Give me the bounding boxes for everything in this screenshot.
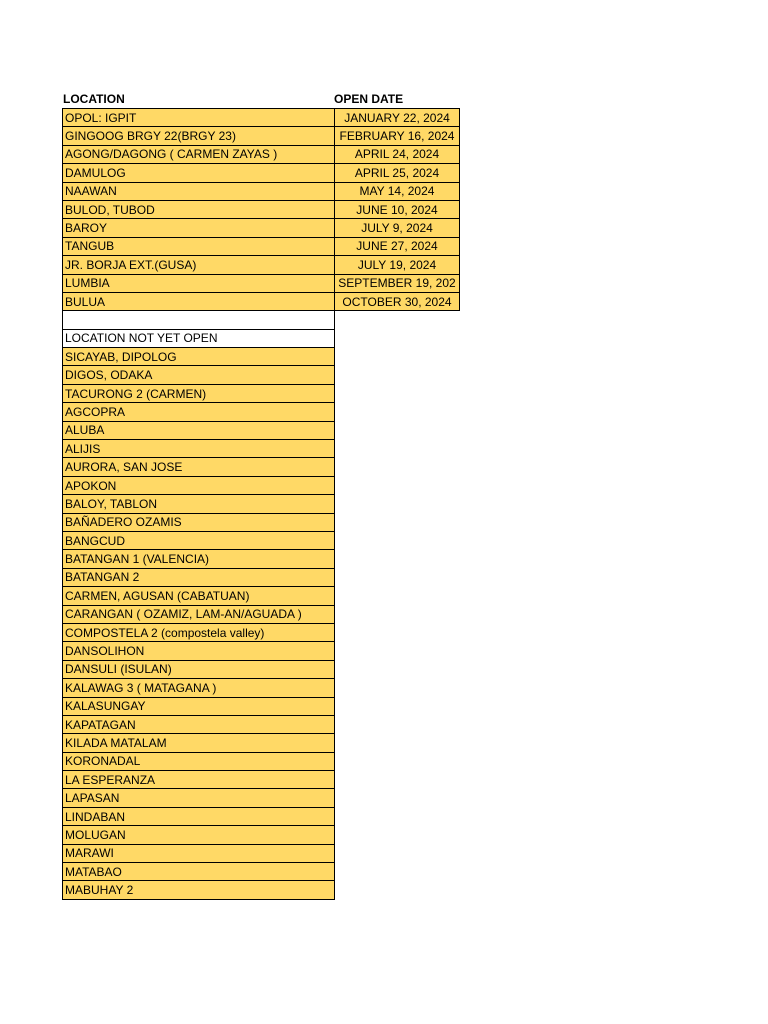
open-location-row xyxy=(63,182,460,200)
empty-date-cell xyxy=(335,311,460,329)
empty-date-cell xyxy=(335,752,460,770)
open-date-cell[interactable]: APRIL 24, 2024 xyxy=(335,145,460,163)
not-open-location-row xyxy=(63,715,460,733)
not-open-header-row xyxy=(63,329,460,347)
not-open-location-row xyxy=(63,568,460,586)
empty-date-cell xyxy=(335,734,460,752)
empty-date-cell xyxy=(335,715,460,733)
not-open-location-cell[interactable]: BANGCUD xyxy=(63,531,335,549)
empty-date-cell xyxy=(335,550,460,568)
empty-date-cell xyxy=(335,384,460,402)
empty-date-cell xyxy=(335,329,460,347)
open-location-row xyxy=(63,237,460,255)
empty-date-cell xyxy=(335,476,460,494)
not-open-location-cell[interactable]: SICAYAB, DIPOLOG xyxy=(63,348,335,366)
empty-date-cell xyxy=(335,789,460,807)
location-column-header[interactable]: LOCATION xyxy=(63,92,125,106)
open-date-cell[interactable]: MAY 14, 2024 xyxy=(335,182,460,200)
not-open-location-row xyxy=(63,348,460,366)
not-open-location-cell[interactable]: COMPOSTELA 2 (compostela valley) xyxy=(63,623,335,641)
open-date-cell[interactable]: OCTOBER 30, 2024 xyxy=(335,292,460,310)
not-open-location-cell[interactable]: BALOY, TABLON xyxy=(63,495,335,513)
not-open-location-row xyxy=(63,844,460,862)
not-open-location-cell[interactable]: DIGOS, ODAKA xyxy=(63,366,335,384)
location-cell[interactable]: AGONG/DAGONG ( CARMEN ZAYAS ) xyxy=(63,145,335,163)
empty-date-cell xyxy=(335,642,460,660)
open-location-row xyxy=(63,109,460,127)
not-open-location-row xyxy=(63,734,460,752)
header-row xyxy=(62,90,460,108)
location-cell[interactable]: TANGUB xyxy=(63,237,335,255)
empty-date-cell xyxy=(335,513,460,531)
open-locations-body xyxy=(63,109,460,311)
not-open-location-cell[interactable]: MOLUGAN xyxy=(63,826,335,844)
not-open-location-cell[interactable]: KAPATAGAN xyxy=(63,715,335,733)
not-open-location-row xyxy=(63,697,460,715)
empty-date-cell xyxy=(335,495,460,513)
empty-date-cell xyxy=(335,531,460,549)
open-location-row xyxy=(63,219,460,237)
not-open-location-row xyxy=(63,789,460,807)
open-date-column-header[interactable]: OPEN DATE xyxy=(334,92,404,106)
empty-date-cell xyxy=(335,844,460,862)
not-open-location-cell[interactable]: DANSULI (ISULAN) xyxy=(63,660,335,678)
not-open-location-row xyxy=(63,752,460,770)
not-open-location-cell[interactable]: BATANGAN 2 xyxy=(63,568,335,586)
not-open-location-cell[interactable]: LAPASAN xyxy=(63,789,335,807)
open-location-row xyxy=(63,292,460,310)
not-open-location-cell[interactable]: DANSOLIHON xyxy=(63,642,335,660)
not-open-location-cell[interactable]: CARANGAN ( OZAMIZ, LAM-AN/AGUADA ) xyxy=(63,605,335,623)
not-open-location-row xyxy=(63,403,460,421)
empty-date-cell xyxy=(335,697,460,715)
not-open-location-cell[interactable]: KORONADAL xyxy=(63,752,335,770)
not-open-location-row xyxy=(63,384,460,402)
open-location-row xyxy=(63,127,460,145)
not-open-location-cell[interactable]: MATABAO xyxy=(63,863,335,881)
not-open-location-cell[interactable]: KALAWAG 3 ( MATAGANA ) xyxy=(63,679,335,697)
not-open-location-row xyxy=(63,587,460,605)
empty-date-cell xyxy=(335,421,460,439)
location-cell[interactable]: OPOL: IGPIT xyxy=(63,109,335,127)
empty-date-cell xyxy=(335,605,460,623)
open-date-cell[interactable]: JUNE 10, 2024 xyxy=(335,200,460,218)
open-date-cell[interactable]: JANUARY 22, 2024 xyxy=(335,109,460,127)
not-open-location-row xyxy=(63,550,460,568)
open-date-cell[interactable]: JULY 19, 2024 xyxy=(335,256,460,274)
not-open-location-cell[interactable]: TACURONG 2 (CARMEN) xyxy=(63,384,335,402)
blank-row xyxy=(63,311,460,329)
spreadsheet xyxy=(62,90,460,900)
empty-date-cell xyxy=(335,660,460,678)
not-open-location-row xyxy=(63,605,460,623)
location-cell[interactable]: LUMBIA xyxy=(63,274,335,292)
not-open-location-cell[interactable]: APOKON xyxy=(63,476,335,494)
not-open-location-row xyxy=(63,476,460,494)
not-open-location-row xyxy=(63,440,460,458)
location-cell[interactable]: BULUA xyxy=(63,292,335,310)
location-cell[interactable]: GINGOOG BRGY 22(BRGY 23) xyxy=(63,127,335,145)
location-cell[interactable]: BAROY xyxy=(63,219,335,237)
open-location-row xyxy=(63,256,460,274)
location-cell[interactable]: JR. BORJA EXT.(GUSA) xyxy=(63,256,335,274)
not-open-locations-body xyxy=(63,348,460,900)
empty-date-cell xyxy=(335,679,460,697)
empty-date-cell xyxy=(335,587,460,605)
not-open-location-cell[interactable]: AGCOPRA xyxy=(63,403,335,421)
blank-cell[interactable] xyxy=(63,311,335,329)
empty-date-cell xyxy=(335,568,460,586)
not-open-location-cell[interactable]: MARAWI xyxy=(63,844,335,862)
open-location-row xyxy=(63,274,460,292)
open-date-cell[interactable]: SEPTEMBER 19, 202 xyxy=(335,274,460,292)
empty-date-cell xyxy=(335,440,460,458)
not-open-location-row xyxy=(63,513,460,531)
not-open-location-cell[interactable]: ALUBA xyxy=(63,421,335,439)
not-open-location-cell[interactable]: ALIJIS xyxy=(63,440,335,458)
not-open-location-cell[interactable]: LA ESPERANZA xyxy=(63,771,335,789)
empty-date-cell xyxy=(335,403,460,421)
not-open-location-row xyxy=(63,826,460,844)
open-location-row xyxy=(63,145,460,163)
location-cell[interactable]: DAMULOG xyxy=(63,164,335,182)
not-open-location-row xyxy=(63,623,460,641)
empty-date-cell xyxy=(335,366,460,384)
open-date-cell[interactable]: APRIL 25, 2024 xyxy=(335,164,460,182)
location-cell[interactable]: NAAWAN xyxy=(63,182,335,200)
not-open-location-cell[interactable]: BAÑADERO OZAMIS xyxy=(63,513,335,531)
empty-date-cell xyxy=(335,881,460,899)
not-open-location-cell[interactable]: KALASUNGAY xyxy=(63,697,335,715)
not-open-location-cell[interactable]: CARMEN, AGUSAN (CABATUAN) xyxy=(63,587,335,605)
not-open-location-cell[interactable]: LINDABAN xyxy=(63,807,335,825)
not-open-location-row xyxy=(63,531,460,549)
not-open-location-row xyxy=(63,679,460,697)
not-open-location-row xyxy=(63,458,460,476)
not-open-location-row xyxy=(63,863,460,881)
not-open-location-row xyxy=(63,881,460,899)
empty-date-cell xyxy=(335,826,460,844)
not-open-location-row xyxy=(63,771,460,789)
not-open-header-cell[interactable]: LOCATION NOT YET OPEN xyxy=(63,329,335,347)
open-date-cell[interactable]: JUNE 27, 2024 xyxy=(335,237,460,255)
empty-date-cell xyxy=(335,348,460,366)
empty-date-cell xyxy=(335,771,460,789)
empty-date-cell xyxy=(335,863,460,881)
open-date-cell[interactable]: FEBRUARY 16, 2024 xyxy=(335,127,460,145)
not-open-location-row xyxy=(63,642,460,660)
not-open-location-cell[interactable]: KILADA MATALAM xyxy=(63,734,335,752)
not-open-location-row xyxy=(63,421,460,439)
open-location-row xyxy=(63,164,460,182)
not-open-location-cell[interactable]: MABUHAY 2 xyxy=(63,881,335,899)
locations-table xyxy=(62,108,460,900)
not-open-location-row xyxy=(63,660,460,678)
empty-date-cell xyxy=(335,458,460,476)
not-open-location-row xyxy=(63,807,460,825)
not-open-location-row xyxy=(63,495,460,513)
open-location-row xyxy=(63,200,460,218)
not-open-location-row xyxy=(63,366,460,384)
empty-date-cell xyxy=(335,807,460,825)
empty-date-cell xyxy=(335,623,460,641)
not-open-location-cell[interactable]: AURORA, SAN JOSE xyxy=(63,458,335,476)
location-cell[interactable]: BULOD, TUBOD xyxy=(63,200,335,218)
open-date-cell[interactable]: JULY 9, 2024 xyxy=(335,219,460,237)
not-open-location-cell[interactable]: BATANGAN 1 (VALENCIA) xyxy=(63,550,335,568)
blank-row-body xyxy=(63,311,460,348)
